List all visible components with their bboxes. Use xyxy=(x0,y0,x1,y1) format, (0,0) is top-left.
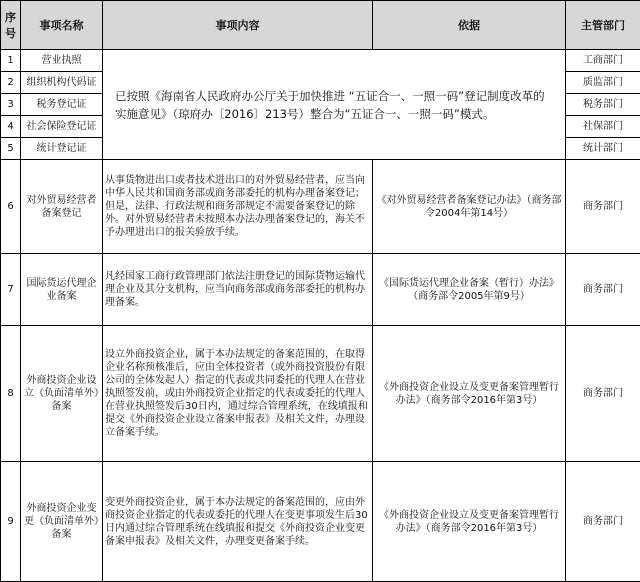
row-basis: 《对外贸易经营者备案登记办法》（商务部令2004年第14号） xyxy=(373,160,566,254)
header-name: 事项名称 xyxy=(21,1,103,50)
row-index: 4 xyxy=(1,116,21,138)
row-name: 统计登记证 xyxy=(21,138,103,160)
row-name: 税务登记证 xyxy=(21,94,103,116)
table-row xyxy=(1,50,640,72)
row-basis: 《外商投资企业设立及变更备案管理暂行办法》（商务部令2016年第3号） xyxy=(373,462,566,582)
header-content: 事项内容 xyxy=(103,1,373,50)
row-dept: 质监部门 xyxy=(566,72,640,94)
row-dept: 商务部门 xyxy=(566,254,640,326)
row-name: 社会保险登记证 xyxy=(21,116,103,138)
row-index: 7 xyxy=(1,254,21,326)
row-dept: 商务部门 xyxy=(566,462,640,582)
row-basis: 《外商投资企业设立及变更备案管理暂行办法》（商务部令2016年第3号） xyxy=(373,326,566,462)
row-dept: 商务部门 xyxy=(566,326,640,462)
row-index: 6 xyxy=(1,160,21,254)
row-dept: 统计部门 xyxy=(566,138,640,160)
row-dept: 工商部门 xyxy=(566,50,640,72)
table-row xyxy=(1,160,640,254)
header-index: 序号 xyxy=(1,1,21,50)
table-header-row xyxy=(1,1,640,50)
header-dept: 主管部门 xyxy=(566,1,640,50)
table-row xyxy=(1,254,640,326)
row-index: 3 xyxy=(1,94,21,116)
row-content: 从事货物进出口或者技术进出口的对外贸易经营者，应当向中华人民共和国商务部或商务部委托的机构办理备案登记；但是，法律、行政法规和商务部规定不需要备案登记的除外。对外贸易经营者未按照本办法办理备案登记的，海关不予办理进出口的报关验放手续。 xyxy=(103,160,373,254)
table-row xyxy=(1,326,640,462)
row-content: 凡经国家工商行政管理部门依法注册登记的国际货物运输代理企业及其分支机构，应当向商务部或商务部委托的机构办理备案。 xyxy=(103,254,373,326)
row-dept: 税务部门 xyxy=(566,94,640,116)
row-name: 外商投资企业设立（负面清单外）备案 xyxy=(21,326,103,462)
row-name: 营业执照 xyxy=(21,50,103,72)
row-dept: 商务部门 xyxy=(566,160,640,254)
table-row xyxy=(1,462,640,582)
row-name: 对外贸易经营者备案登记 xyxy=(21,160,103,254)
row-name: 外商投资企业变更（负面清单外）备案 xyxy=(21,462,103,582)
row-content: 设立外商投资企业，属于本办法规定的备案范围的，在取得企业名称预核准后，应由全体投资者（或外商投资股份有限公司的全体发起人）指定的代表或共同委托的代理人在营业执照签发前，或由外商投资企业指定的代表或委托的代理人在营业执照签发后30日内，通过综合管理系统，在线填报和提交《外商投资企业设立备案申报表》及相关文件，办理设立备案手续。 xyxy=(103,326,373,462)
row-index: 2 xyxy=(1,72,21,94)
header-basis: 依据 xyxy=(373,1,566,50)
row-basis: 《国际货运代理企业备案（暂行）办法》（商务部令2005年第9号） xyxy=(373,254,566,326)
row-index: 8 xyxy=(1,326,21,462)
row-name: 组织机构代码证 xyxy=(21,72,103,94)
row-dept: 社保部门 xyxy=(566,116,640,138)
merged-basis-cell: 已按照《海南省人民政府办公厅关于加快推进 “五证合一、一照一码”登记制度改革的实施意见》（琼府办〔2016〕213号）整合为“五证合一、一照一码”模式。 xyxy=(103,50,566,160)
row-index: 9 xyxy=(1,462,21,582)
row-name: 国际货运代理企业备案 xyxy=(21,254,103,326)
row-index: 1 xyxy=(1,50,21,72)
row-index: 5 xyxy=(1,138,21,160)
row-content: 变更外商投资企业，属于本办法规定的备案范围的，应由外商投资企业指定的代表或委托的代理人在变更事项发生后30日内通过综合管理系统在线填报和提交《外商投资企业变更备案申报表》及相关文件，办理变更备案手续。 xyxy=(103,462,373,582)
